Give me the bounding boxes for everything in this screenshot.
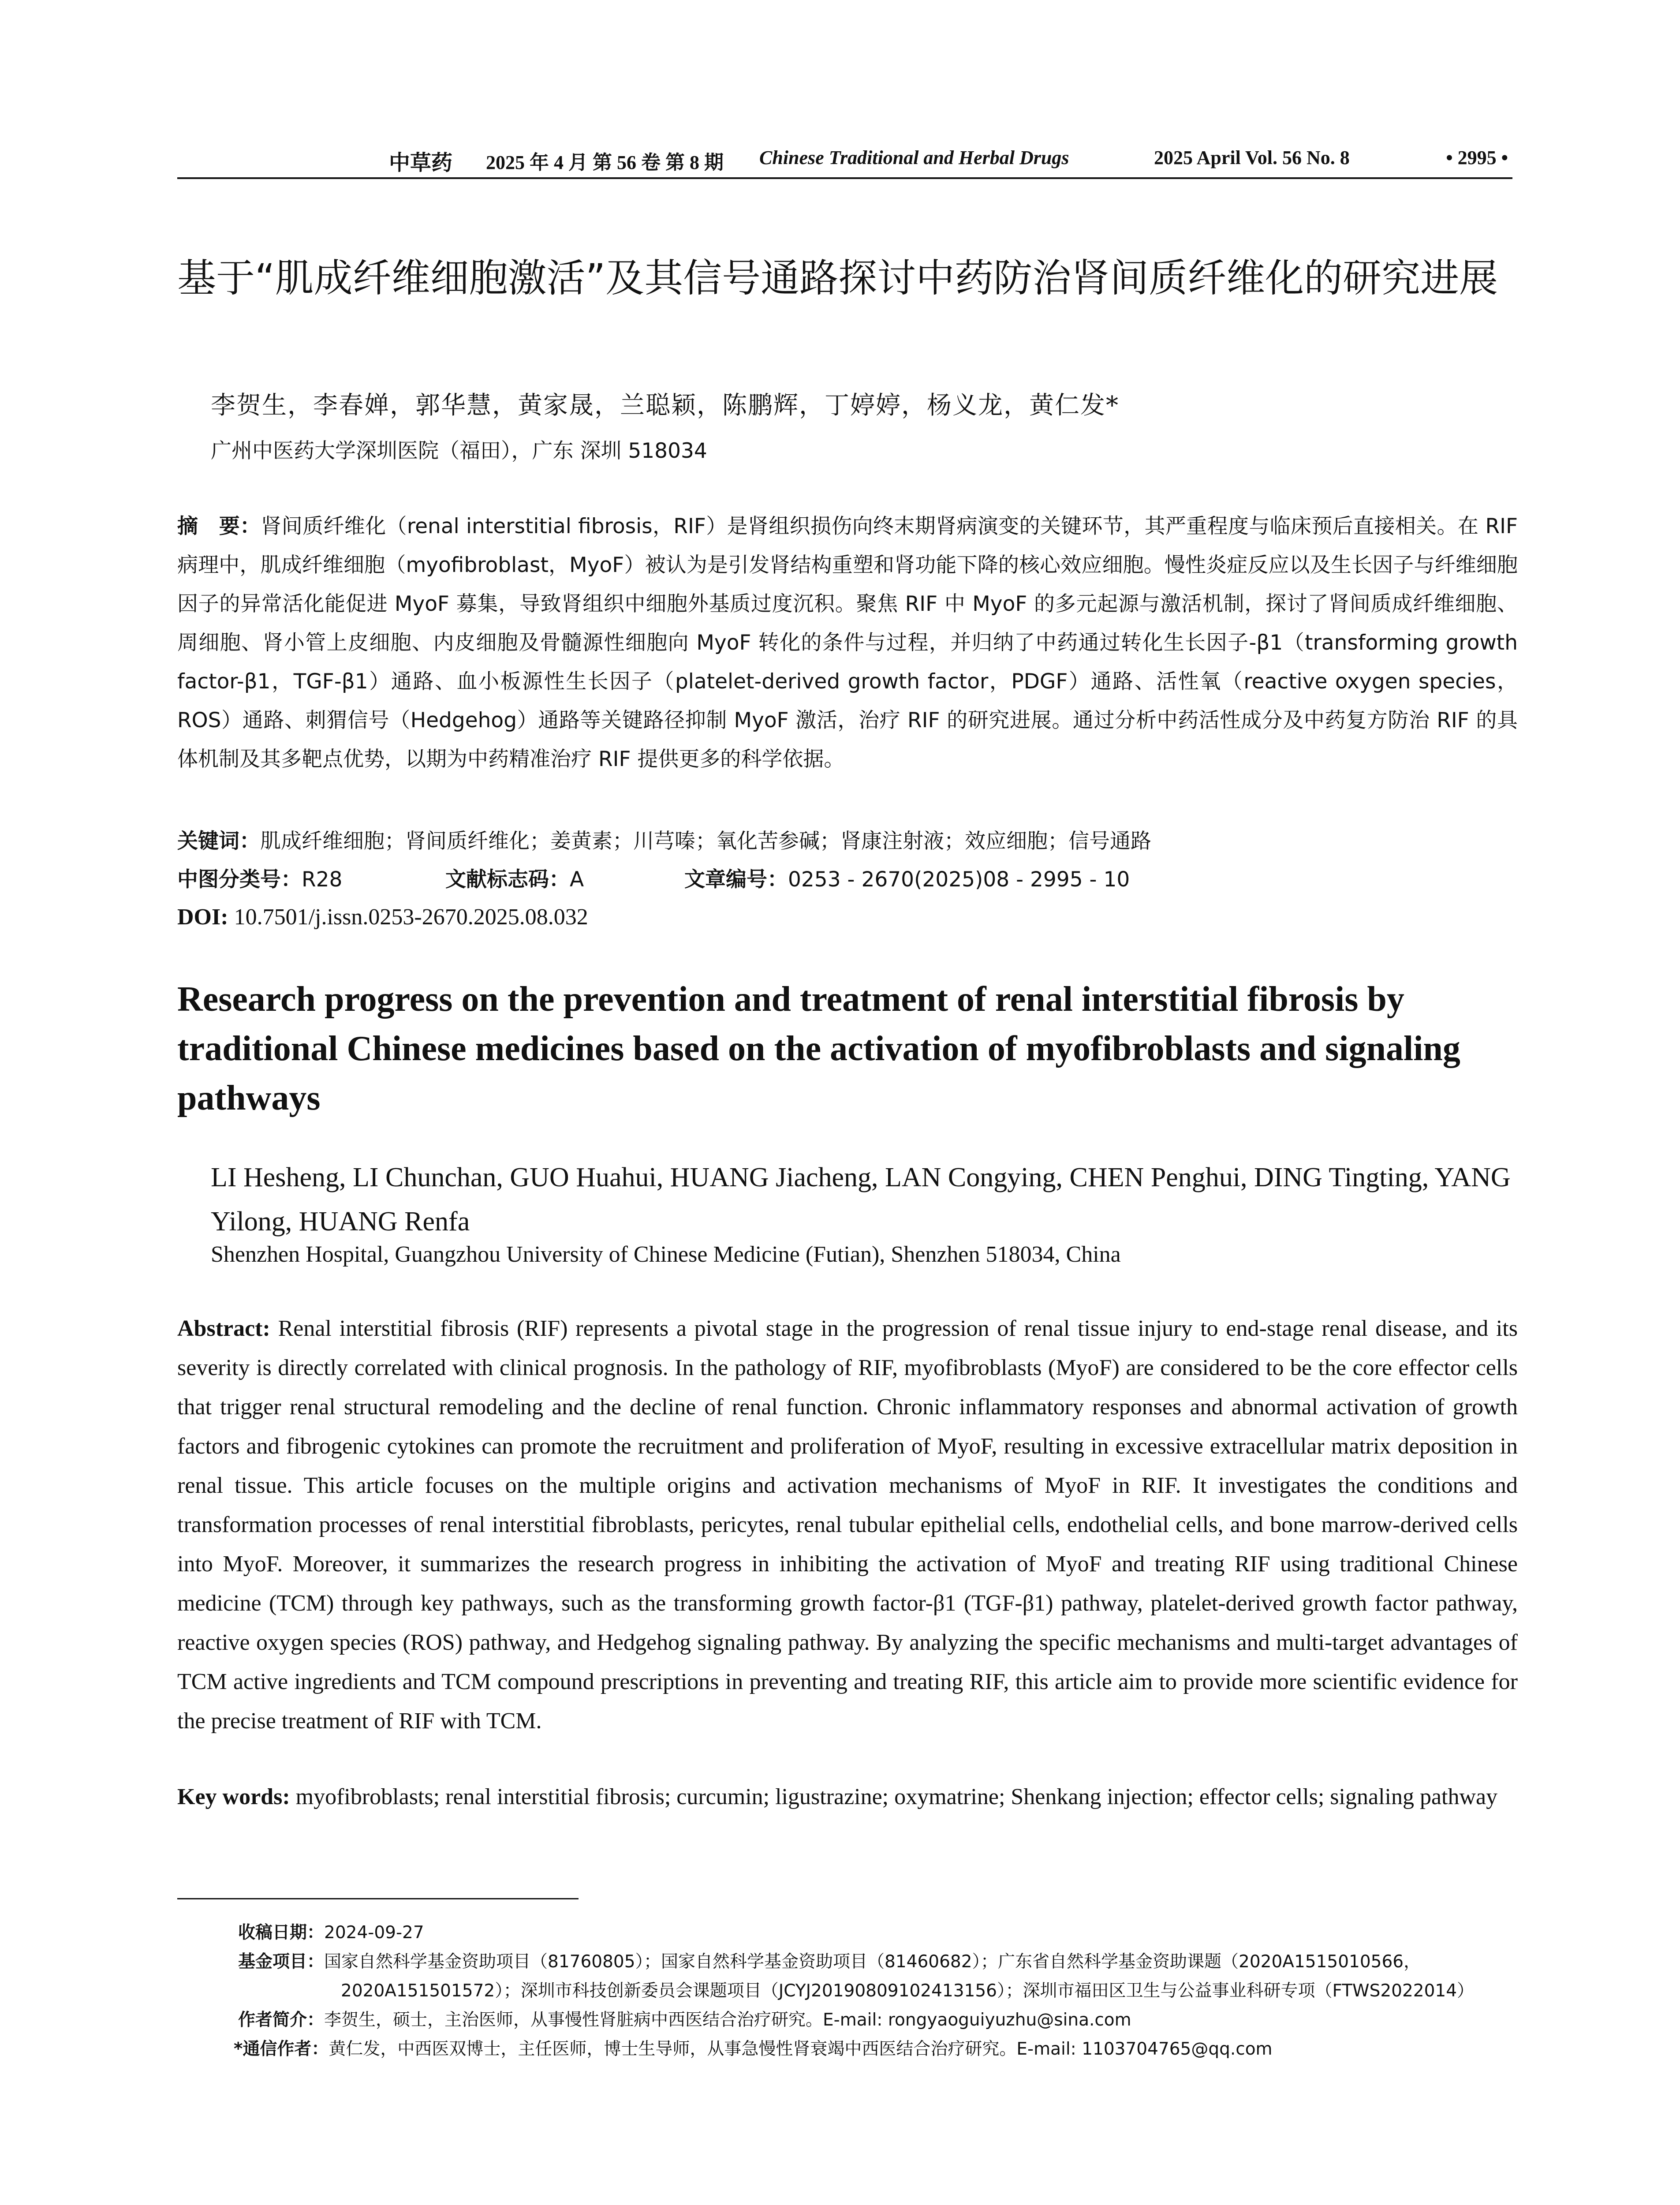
article-title-en: Research progress on the prevention and treatment of renal interstitial fibrosis by traditional Chinese medicines based on the activation of myofibroblasts and signaling pathways — [177, 980, 1460, 1117]
keywords-cn-text: 肌成纤维细胞；肾间质纤维化；姜黄素；川芎嗪；氧化苦参碱；肾康注射液；效应细胞；信号通路 — [260, 829, 1151, 853]
keywords-cn-label: 关键词： — [177, 829, 260, 853]
issue-info-cn: 2025 年 4 月 第 56 卷 第 8 期 — [486, 152, 724, 173]
keywords-en-text: myofibroblasts; renal interstitial fibrosis; curcumin; ligustrazine; oxymatrine; Shenkang injection; effector cells; signaling pathway — [290, 1784, 1498, 1809]
fund-line-2: 2020A151501572）；深圳市科技创新委员会课题项目（JCYJ20190809102413156）；深圳市福田区卫生与公益事业科研专项（FTWS2022014） — [341, 1981, 1475, 2001]
fund-line-1: 国家自然科学基金资助项目（81760805）；国家自然科学基金资助项目（81460682）；广东省自然科学基金资助课题（2020A1515010566， — [324, 1952, 1421, 1972]
keywords-cn — [177, 824, 1518, 859]
fund-label: 基金项目： — [238, 1952, 325, 1972]
page-number: • 2995 • — [1446, 147, 1508, 168]
fund-project-continued — [238, 1977, 1517, 2006]
received-value: 2024-09-27 — [324, 1923, 424, 1943]
author-list-en: LI Hesheng, LI Chunchan, GUO Huahui, HUANG Jiacheng, LAN Congying, CHEN Penghui, DING Tingting, YANG Yilong, HUANG Renfa — [211, 1162, 1511, 1237]
article-number — [684, 862, 1130, 897]
abstract-en-label: Abstract: — [177, 1316, 270, 1341]
corresponding-value: 黄仁发，中西医双博士，主任医师，博士生导师，从事急慢性肾衰竭中西医结合治疗研究。E-mail: 1103704765@qq.com — [329, 2039, 1273, 2059]
article-title-cn: 基于“肌成纤维细胞激活”及其信号通路探讨中药防治肾间质纤维化的研究进展 — [177, 255, 1498, 301]
doi — [177, 900, 1518, 935]
doi-label: DOI: — [177, 904, 228, 930]
journal-name-cn: 中草药 — [389, 150, 453, 175]
footnote-rule — [177, 1898, 579, 1899]
header-rule — [177, 177, 1512, 179]
fund-project — [238, 1947, 1517, 1977]
document-code — [445, 862, 584, 897]
keywords-en-label: Key words: — [177, 1784, 290, 1809]
article-number-label: 文章编号： — [684, 867, 788, 892]
article-number-value: 0253 - 2670(2025)08 - 2995 - 10 — [788, 867, 1130, 892]
affiliation-en: Shenzhen Hospital, Guangzhou University of Chinese Medicine (Futian), Shenzhen 518034, China — [211, 1242, 1121, 1267]
abstract-cn-text: 肾间质纤维化（renal interstitial fibrosis，RIF）是肾组织损伤向终末期肾病演变的关键环节，其严重程度与临床预后直接相关。在 RIF 病理中，肌成纤维细胞（myofibroblast，MyoF）被认为是引发肾结构重塑和肾功能下降的核心效应细胞。慢性炎症反应以及生长因子与纤维细胞因子的异常活化能促进 MyoF 募集，导致肾组织中细胞外基质过度沉积。聚焦 RIF 中 MyoF 的多元起源与激活机制，探讨了肾间质成纤维细胞、周细胞、肾小管上皮细胞、内皮细胞及骨髓源性细胞向 MyoF 转化的条件与过程，并归纳了中药通过转化生长因子-β1（transforming growth factor-β1，TGF-β1）通路、血小板源性生长因子（platelet-derived growth factor，PDGF）通路、活性氧（reactive oxygen species，ROS）通路、刺猬信号（Hedgehog）通路等关键路径抑制 MyoF 激活，治疗 RIF 的研究进展。通过分析中药活性成分及中药复方防治 RIF 的具体机制及其多靶点优势，以期为中药精准治疗 RIF 提供更多的科学依据。 — [177, 514, 1518, 771]
abstract-en — [177, 1309, 1518, 1741]
corresponding-author — [234, 2035, 1517, 2064]
author-list-cn: 李贺生，李春婵，郭华慧，黄家晟，兰聪颖，陈鹏辉，丁婷婷，杨义龙，黄仁发* — [211, 391, 1119, 420]
doi-value: 10.7501/j.issn.0253-2670.2025.08.032 — [228, 904, 588, 930]
clc-value: R28 — [302, 867, 343, 892]
corresponding-label: *通信作者： — [234, 2039, 329, 2059]
author-bio — [238, 2006, 1517, 2035]
doc-code-label: 文献标志码： — [445, 867, 570, 892]
received-label: 收稿日期： — [238, 1923, 325, 1943]
author-bio-label: 作者简介： — [238, 2010, 325, 2030]
author-bio-value: 李贺生，硕士，主治医师，从事慢性肾脏病中西医结合治疗研究。E-mail: rongyaoguiyuzhu@sina.com — [324, 2010, 1131, 2030]
affiliation-cn: 广州中医药大学深圳医院（福田），广东 深圳 518034 — [211, 439, 707, 463]
running-header — [177, 146, 1512, 176]
keywords-en — [177, 1777, 1518, 1816]
footnotes — [234, 1918, 1517, 2064]
abstract-en-text: Renal interstitial fibrosis (RIF) represents a pivotal stage in the progression of renal tissue injury to end-stage renal disease, and its severity is directly correlated with clinical prognosis. In the pathology of RIF, myofibroblasts (MyoF) are considered to be the core effector cells that trigger renal structural remodeling and the decline of renal function. Chronic inflammatory responses and abnormal activation of growth factors and fibrogenic cytokines can promote the recruitment and proliferation of MyoF, resulting in excessive extracellular matrix deposition in renal tissue. This article focuses on the multiple origins and activation mechanisms of MyoF in RIF. It investigates the conditions and transformation processes of renal interstitial fibroblasts, pericytes, renal tubular epithelial cells, endothelial cells, and bone marrow-derived cells into MyoF. Moreover, it summarizes the research progress in inhibiting the activation of MyoF and treating RIF using traditional Chinese medicine (TCM) through key pathways, such as the transforming growth factor-β1 (TGF-β1) pathway, platelet-derived growth factor pathway, reactive oxygen species (ROS) pathway, and Hedgehog signaling pathway. By analyzing the specific mechanisms and multi-target advantages of TCM active ingredients and TCM compound prescriptions in preventing and treating RIF, this article aim to provide more scientific evidence for the precise treatment of RIF with TCM. — [177, 1316, 1518, 1734]
abstract-cn-label: 摘 要： — [177, 514, 261, 538]
doc-code-value: A — [570, 867, 584, 892]
received-date — [238, 1918, 1517, 1947]
clc-number — [177, 862, 342, 897]
abstract-cn — [177, 507, 1518, 779]
clc-label: 中图分类号： — [177, 867, 302, 892]
issue-info-en: 2025 April Vol. 56 No. 8 — [1154, 147, 1350, 168]
journal-name-en: Chinese Traditional and Herbal Drugs — [759, 147, 1069, 168]
